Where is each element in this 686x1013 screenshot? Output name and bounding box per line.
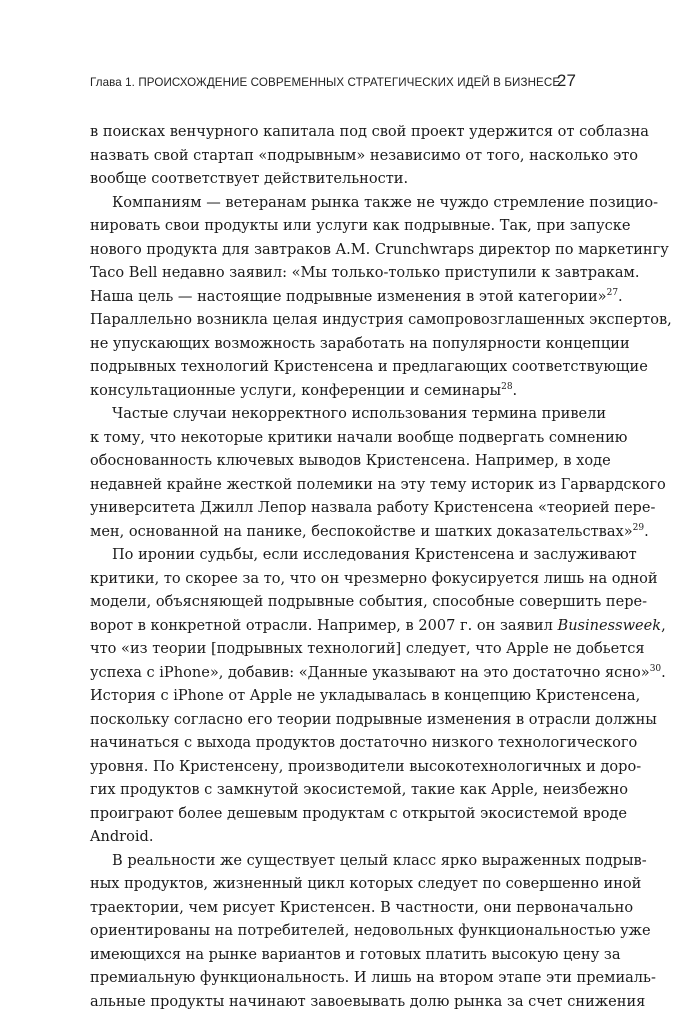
text-line: критики, то скорее за то, что он чрезмерно фокусируется лишь на одной — [90, 567, 576, 591]
text-line: мен, основанной на панике, беспокойстве и шатких доказательствах»$^{29}$. — [90, 520, 576, 544]
text-segment: ворот в конкретной отрасли. Например, в 2007 г. он заявил — [90, 617, 558, 634]
text-line: в поисках венчурного капитала под свой проект удержится от соблазна — [90, 120, 576, 144]
text-line: успеха с iPhone», добавив: «Данные указывают на это достаточно ясно»$^{30}$. — [90, 661, 576, 685]
text-line: нового продукта для завтраков A.M. Crunchwraps директор по маркетингу — [90, 238, 576, 262]
text-segment: мен, основанной на панике, беспокойстве и шатких доказательствах» — [90, 523, 633, 540]
text-segment: консультационные услуги, конференции и семинары — [90, 382, 501, 399]
chapter-title: Глава 1. ПРОИСХОЖДЕНИЕ СОВРЕМЕННЫХ СТРАТЕГИЧЕСКИХ ИДЕЙ В БИЗНЕСЕ — [90, 76, 560, 89]
text-line: недавней крайне жесткой полемики на эту тему историк из Гарвардского — [90, 473, 576, 497]
text-line: консультационные услуги, конференции и семинары$^{28}$. — [90, 379, 576, 403]
text-line: траектории, чем рисует Кристенсен. В частности, они первоначально — [90, 896, 576, 920]
text-line: По иронии судьбы, если исследования Кристенсена и заслуживают — [90, 543, 576, 567]
italic-publication: Businessweek — [558, 617, 662, 634]
text-line: нировать свои продукты или услуги как подрывные. Так, при запуске — [90, 214, 576, 238]
text-line: уровня. По Кристенсену, производители высокотехнологичных и доро- — [90, 755, 576, 779]
text-line: поскольку согласно его теории подрывные изменения в отрасли должны — [90, 708, 576, 732]
text-line: к тому, что некоторые критики начали вообще подвергать сомнению — [90, 426, 576, 450]
footnote-ref: 29 — [633, 523, 644, 533]
text-line: Компаниям — ветеранам рынка также не чуждо стремление позицио- — [90, 191, 576, 215]
text-line: модели, объясняющей подрывные события, способные совершить пере- — [90, 590, 576, 614]
text-segment: , — [661, 617, 666, 634]
text-line: назвать свой стартап «подрывным» независимо от того, насколько это — [90, 144, 576, 168]
text-line: В реальности же существует целый класс ярко выраженных подрыв- — [90, 849, 576, 873]
text-line: ориентированы на потребителей, недовольных функциональностью уже — [90, 919, 576, 943]
text-line: подрывных технологий Кристенсена и предлагающих соответствующие — [90, 355, 576, 379]
text-segment: Наша цель — настоящие подрывные изменения в этой категории» — [90, 288, 607, 305]
text-line: Частые случаи некорректного использования термина привели — [90, 402, 576, 426]
text-line: премиальную функциональность. И лишь на втором этапе эти премиаль- — [90, 966, 576, 990]
text-line: проиграют более дешевым продуктам с открытой экосистемой вроде — [90, 802, 576, 826]
text-line: что «из теории [подрывных технологий] следует, что Apple не добьется — [90, 637, 576, 661]
text-line: Android. — [90, 825, 576, 849]
text-line: Наша цель — настоящие подрывные изменения в этой категории»$^{27}$. — [90, 285, 576, 309]
text-line: альные продукты начинают завоевывать долю рынка за счет снижения — [90, 990, 576, 1013]
footnote-ref: 30 — [650, 664, 661, 674]
text-line: вообще соответствует действительности. — [90, 167, 576, 191]
body-text — [90, 120, 576, 1013]
page-number: 27 — [557, 71, 576, 91]
text-line: начинаться с выхода продуктов достаточно низкого технологического — [90, 731, 576, 755]
running-header — [90, 76, 576, 89]
text-line: Taco Bell недавно заявил: «Мы только-только приступили к завтракам. — [90, 261, 576, 285]
text-segment: успеха с iPhone», добавив: «Данные указывают на это достаточно ясно» — [90, 664, 650, 681]
text-line — [90, 614, 576, 638]
text-line: не упускающих возможность заработать на популярности концепции — [90, 332, 576, 356]
text-line: имеющихся на рынке вариантов и готовых платить высокую цену за — [90, 943, 576, 967]
text-line: обоснованность ключевых выводов Кристенсена. Например, в ходе — [90, 449, 576, 473]
text-line: Параллельно возникла целая индустрия самопровозглашенных экспертов, — [90, 308, 576, 332]
footnote-ref: 27 — [607, 288, 618, 298]
footnote-ref: 28 — [501, 382, 512, 392]
text-line: гих продуктов с замкнутой экосистемой, такие как Apple, неизбежно — [90, 778, 576, 802]
text-line: университета Джилл Лепор назвала работу Кристенсена «теорией пере- — [90, 496, 576, 520]
text-line: История с iPhone от Apple не укладывалась в концепцию Кристенсена, — [90, 684, 576, 708]
text-line: ных продуктов, жизненный цикл которых следует по совершенно иной — [90, 872, 576, 896]
